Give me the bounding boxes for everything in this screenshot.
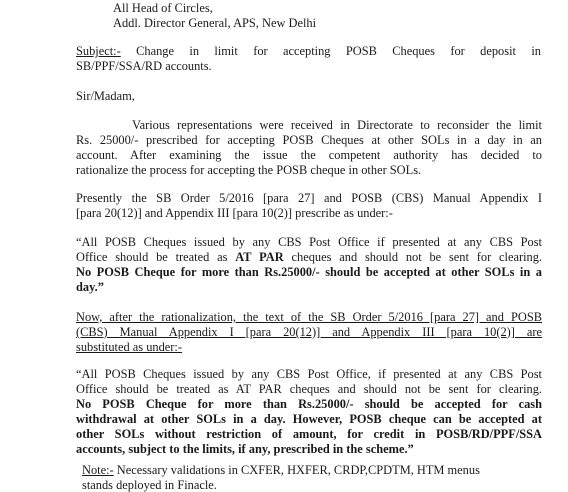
paragraph-line: [para 20(12)] and Appendix III [para 10(2)] prescribe as under:- — [76, 206, 393, 220]
quote-line: No POSB Cheque for more than Rs.25000/- should be accepted at other SOLs in a — [76, 265, 542, 279]
quote-line: day.” — [76, 280, 104, 294]
paragraph-line: rationalize the process for accepting the POSB cheque in other SOLs. — [76, 163, 422, 177]
subject-line: SB/PPF/SSA/RD accounts. — [76, 59, 212, 73]
paragraph-line: Various representations were received in Directorate to reconsider the limit — [132, 118, 542, 132]
note-line: stands deployed in Finacle. — [82, 478, 217, 492]
paragraph-line: Now, after the rationalization, the text of the SB Order 5/2016 [para 27] and POSB — [76, 310, 542, 324]
note-text: Necessary validations in CXFER, HXFER, CRDP,CPDTM, HTM menus — [116, 463, 480, 477]
quote-line: accounts, subject to the limits, if any, prescribed in the scheme.” — [76, 442, 414, 456]
quote-text: Office should be treated as — [76, 250, 228, 264]
note-label: Note:- — [82, 463, 114, 477]
addressee-line: All Head of Circles, — [113, 1, 213, 15]
quote-line — [76, 250, 542, 264]
paragraph-line: Presently the SB Order 5/2016 [para 27] and POSB (CBS) Manual Appendix I — [76, 191, 542, 205]
quote-emphasis: AT PAR — [235, 250, 284, 264]
quote-line: other SOLs without restriction of amount, for credit in POSB/RD/PPF/SSA — [76, 427, 542, 441]
note-line — [82, 463, 480, 477]
quote-line: “All POSB Cheques issued by any CBS Post Office, if presented at any CBS Post — [76, 367, 542, 381]
subject-line — [76, 44, 541, 58]
quote-line: “All POSB Cheques issued by any CBS Post Office if presented at any CBS Post — [76, 235, 542, 249]
paragraph-line: account. After examining the issue the competent authority has decided to — [76, 148, 542, 162]
subject-text: Change in limit for accepting POSB Cheques for deposit in — [136, 44, 541, 58]
addressee-line: Addl. Director General, APS, New Delhi — [113, 16, 317, 30]
paragraph-line: Rs. 25000/- prescribed for accepting POSB Cheques at other SOLs in a day in an — [76, 133, 542, 147]
quote-line: withdrawal at other SOLs in a day. However, POSB cheque can be accepted at — [76, 412, 542, 426]
subject-label: Subject:- — [76, 44, 121, 58]
paragraph-line: (CBS) Manual Appendix I [para 20(12)] and Appendix III [para 10(2)] are — [76, 325, 542, 339]
salutation: Sir/Madam, — [76, 89, 135, 103]
quote-line: Office should be treated as AT PAR cheques and should not be sent for clearing. — [76, 382, 542, 396]
quote-line: No POSB Cheque for more than Rs.25000/- should be accepted for cash — [76, 397, 542, 411]
paragraph-line: substituted as under:- — [76, 340, 182, 354]
quote-text: cheques and should not be sent for clearing. — [291, 250, 543, 264]
